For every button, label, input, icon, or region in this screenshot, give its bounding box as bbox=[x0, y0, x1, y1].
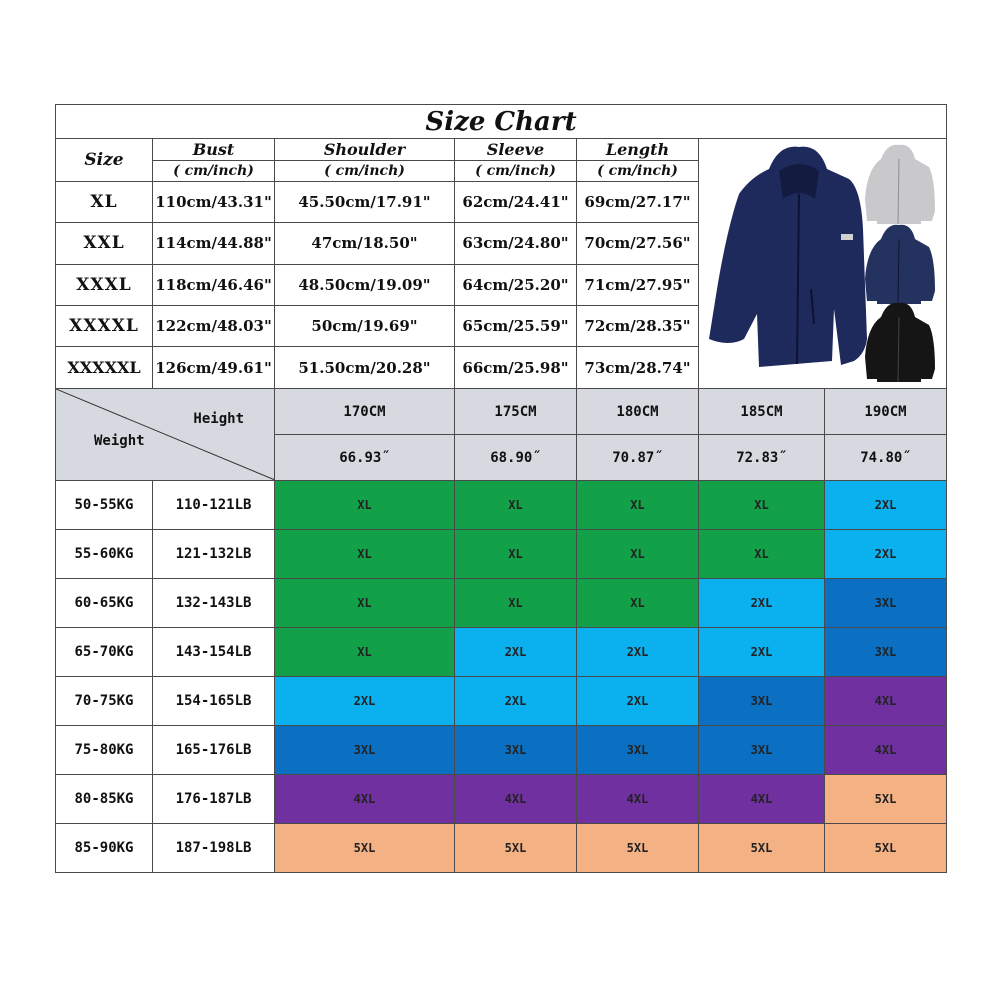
sleeve-value: 63cm/24.80" bbox=[455, 223, 577, 264]
weight-kg: 70-75KG bbox=[56, 677, 153, 726]
bust-value: 122cm/48.03" bbox=[153, 305, 275, 346]
recommended-size: 5XL bbox=[455, 824, 577, 873]
recommended-size: 4XL bbox=[275, 775, 455, 824]
shoulder-value: 45.50cm/17.91" bbox=[275, 181, 455, 222]
recommendation-row bbox=[56, 677, 947, 726]
height-in: 72.83˝ bbox=[699, 435, 825, 481]
recommended-size: XL bbox=[275, 579, 455, 628]
height-label: Height bbox=[193, 411, 244, 427]
shoulder-value: 48.50cm/19.09" bbox=[275, 264, 455, 305]
recommended-size: 5XL bbox=[699, 824, 825, 873]
weight-kg: 65-70KG bbox=[56, 628, 153, 677]
weight-lb: 121-132LB bbox=[153, 530, 275, 579]
recommended-size: 5XL bbox=[275, 824, 455, 873]
weight-lb: 143-154LB bbox=[153, 628, 275, 677]
size-name: XXL bbox=[56, 223, 153, 264]
height-weight-header bbox=[56, 389, 275, 481]
shoulder-unit: ( cm/inch) bbox=[275, 161, 455, 181]
bust-value: 110cm/43.31" bbox=[153, 181, 275, 222]
weight-lb: 165-176LB bbox=[153, 726, 275, 775]
weight-lb: 187-198LB bbox=[153, 824, 275, 873]
weight-lb: 132-143LB bbox=[153, 579, 275, 628]
recommended-size: 2XL bbox=[577, 628, 699, 677]
product-image bbox=[699, 139, 947, 389]
shoulder-value: 47cm/18.50" bbox=[275, 223, 455, 264]
length-unit: ( cm/inch) bbox=[577, 161, 699, 181]
length-value: 70cm/27.56" bbox=[577, 223, 699, 264]
weight-lb: 176-187LB bbox=[153, 775, 275, 824]
height-in: 74.80˝ bbox=[825, 435, 947, 481]
recommended-size: XL bbox=[275, 481, 455, 530]
recommended-size: 2XL bbox=[699, 579, 825, 628]
sleeve-value: 62cm/24.41" bbox=[455, 181, 577, 222]
recommended-size: 2XL bbox=[825, 481, 947, 530]
recommended-size: 4XL bbox=[699, 775, 825, 824]
shoulder-value: 51.50cm/20.28" bbox=[275, 347, 455, 389]
sleeve-header: Sleeve bbox=[455, 139, 577, 161]
sleeve-value: 66cm/25.98" bbox=[455, 347, 577, 389]
sleeve-value: 64cm/25.20" bbox=[455, 264, 577, 305]
jacket-main-icon bbox=[709, 147, 867, 367]
size-name: XXXL bbox=[56, 264, 153, 305]
recommended-size: 3XL bbox=[699, 726, 825, 775]
recommendation-row bbox=[56, 628, 947, 677]
weight-kg: 85-90KG bbox=[56, 824, 153, 873]
recommended-size: 3XL bbox=[275, 726, 455, 775]
recommended-size: 3XL bbox=[455, 726, 577, 775]
recommended-size: 2XL bbox=[825, 530, 947, 579]
bust-header: Bust bbox=[153, 139, 275, 161]
diagonal-divider bbox=[56, 389, 275, 480]
size-name: XXXXXL bbox=[56, 347, 153, 389]
size-header: Size bbox=[56, 139, 153, 182]
recommended-size: 3XL bbox=[699, 677, 825, 726]
size-name: XXXXL bbox=[56, 305, 153, 346]
length-header: Length bbox=[577, 139, 699, 161]
recommended-size: XL bbox=[577, 530, 699, 579]
weight-lb: 154-165LB bbox=[153, 677, 275, 726]
length-value: 71cm/27.95" bbox=[577, 264, 699, 305]
recommended-size: 3XL bbox=[825, 628, 947, 677]
sleeve-value: 65cm/25.59" bbox=[455, 305, 577, 346]
recommended-size: XL bbox=[455, 530, 577, 579]
recommended-size: 2XL bbox=[699, 628, 825, 677]
recommendation-row bbox=[56, 530, 947, 579]
recommended-size: 2XL bbox=[577, 677, 699, 726]
recommended-size: XL bbox=[699, 481, 825, 530]
recommended-size: 4XL bbox=[825, 677, 947, 726]
recommended-size: XL bbox=[577, 579, 699, 628]
weight-label: Weight bbox=[94, 433, 145, 449]
height-in: 70.87˝ bbox=[577, 435, 699, 481]
bust-value: 126cm/49.61" bbox=[153, 347, 275, 389]
recommended-size: 5XL bbox=[825, 775, 947, 824]
size-name: XL bbox=[56, 181, 153, 222]
recommended-size: 4XL bbox=[577, 775, 699, 824]
size-chart bbox=[55, 104, 946, 873]
recommendation-table bbox=[55, 388, 947, 873]
recommended-size: XL bbox=[577, 481, 699, 530]
recommended-size: 3XL bbox=[825, 579, 947, 628]
recommendation-row bbox=[56, 775, 947, 824]
weight-kg: 80-85KG bbox=[56, 775, 153, 824]
height-cm: 180CM bbox=[577, 389, 699, 435]
weight-kg: 55-60KG bbox=[56, 530, 153, 579]
height-in: 66.93˝ bbox=[275, 435, 455, 481]
recommended-size: 4XL bbox=[455, 775, 577, 824]
weight-kg: 50-55KG bbox=[56, 481, 153, 530]
weight-kg: 60-65KG bbox=[56, 579, 153, 628]
jacket-gray-icon bbox=[865, 145, 935, 224]
weight-kg: 75-80KG bbox=[56, 726, 153, 775]
height-in: 68.90˝ bbox=[455, 435, 577, 481]
jacket-illustration bbox=[699, 139, 947, 384]
recommendation-row bbox=[56, 579, 947, 628]
chart-title: Size Chart bbox=[56, 105, 947, 139]
bust-value: 114cm/44.88" bbox=[153, 223, 275, 264]
height-cm: 185CM bbox=[699, 389, 825, 435]
bust-value: 118cm/46.46" bbox=[153, 264, 275, 305]
length-value: 69cm/27.17" bbox=[577, 181, 699, 222]
length-value: 72cm/28.35" bbox=[577, 305, 699, 346]
recommended-size: 2XL bbox=[455, 628, 577, 677]
recommended-size: 5XL bbox=[825, 824, 947, 873]
weight-lb: 110-121LB bbox=[153, 481, 275, 530]
recommended-size: 5XL bbox=[577, 824, 699, 873]
length-value: 73cm/28.74" bbox=[577, 347, 699, 389]
recommendation-row bbox=[56, 481, 947, 530]
recommended-size: 3XL bbox=[577, 726, 699, 775]
recommended-size: XL bbox=[455, 481, 577, 530]
height-cm: 175CM bbox=[455, 389, 577, 435]
jacket-black-icon bbox=[865, 303, 935, 382]
recommended-size: 4XL bbox=[825, 726, 947, 775]
bust-unit: ( cm/inch) bbox=[153, 161, 275, 181]
height-cm: 190CM bbox=[825, 389, 947, 435]
sleeve-unit: ( cm/inch) bbox=[455, 161, 577, 181]
recommendation-row bbox=[56, 726, 947, 775]
shoulder-header: Shoulder bbox=[275, 139, 455, 161]
recommended-size: XL bbox=[275, 628, 455, 677]
recommendation-row bbox=[56, 824, 947, 873]
recommended-size: XL bbox=[275, 530, 455, 579]
recommended-size: XL bbox=[699, 530, 825, 579]
recommended-size: 2XL bbox=[275, 677, 455, 726]
recommendation-rows bbox=[56, 481, 947, 873]
recommended-size: 2XL bbox=[455, 677, 577, 726]
jacket-navy-icon bbox=[865, 225, 935, 304]
recommended-size: XL bbox=[455, 579, 577, 628]
height-cm: 170CM bbox=[275, 389, 455, 435]
shoulder-value: 50cm/19.69" bbox=[275, 305, 455, 346]
measurement-table bbox=[55, 104, 947, 389]
